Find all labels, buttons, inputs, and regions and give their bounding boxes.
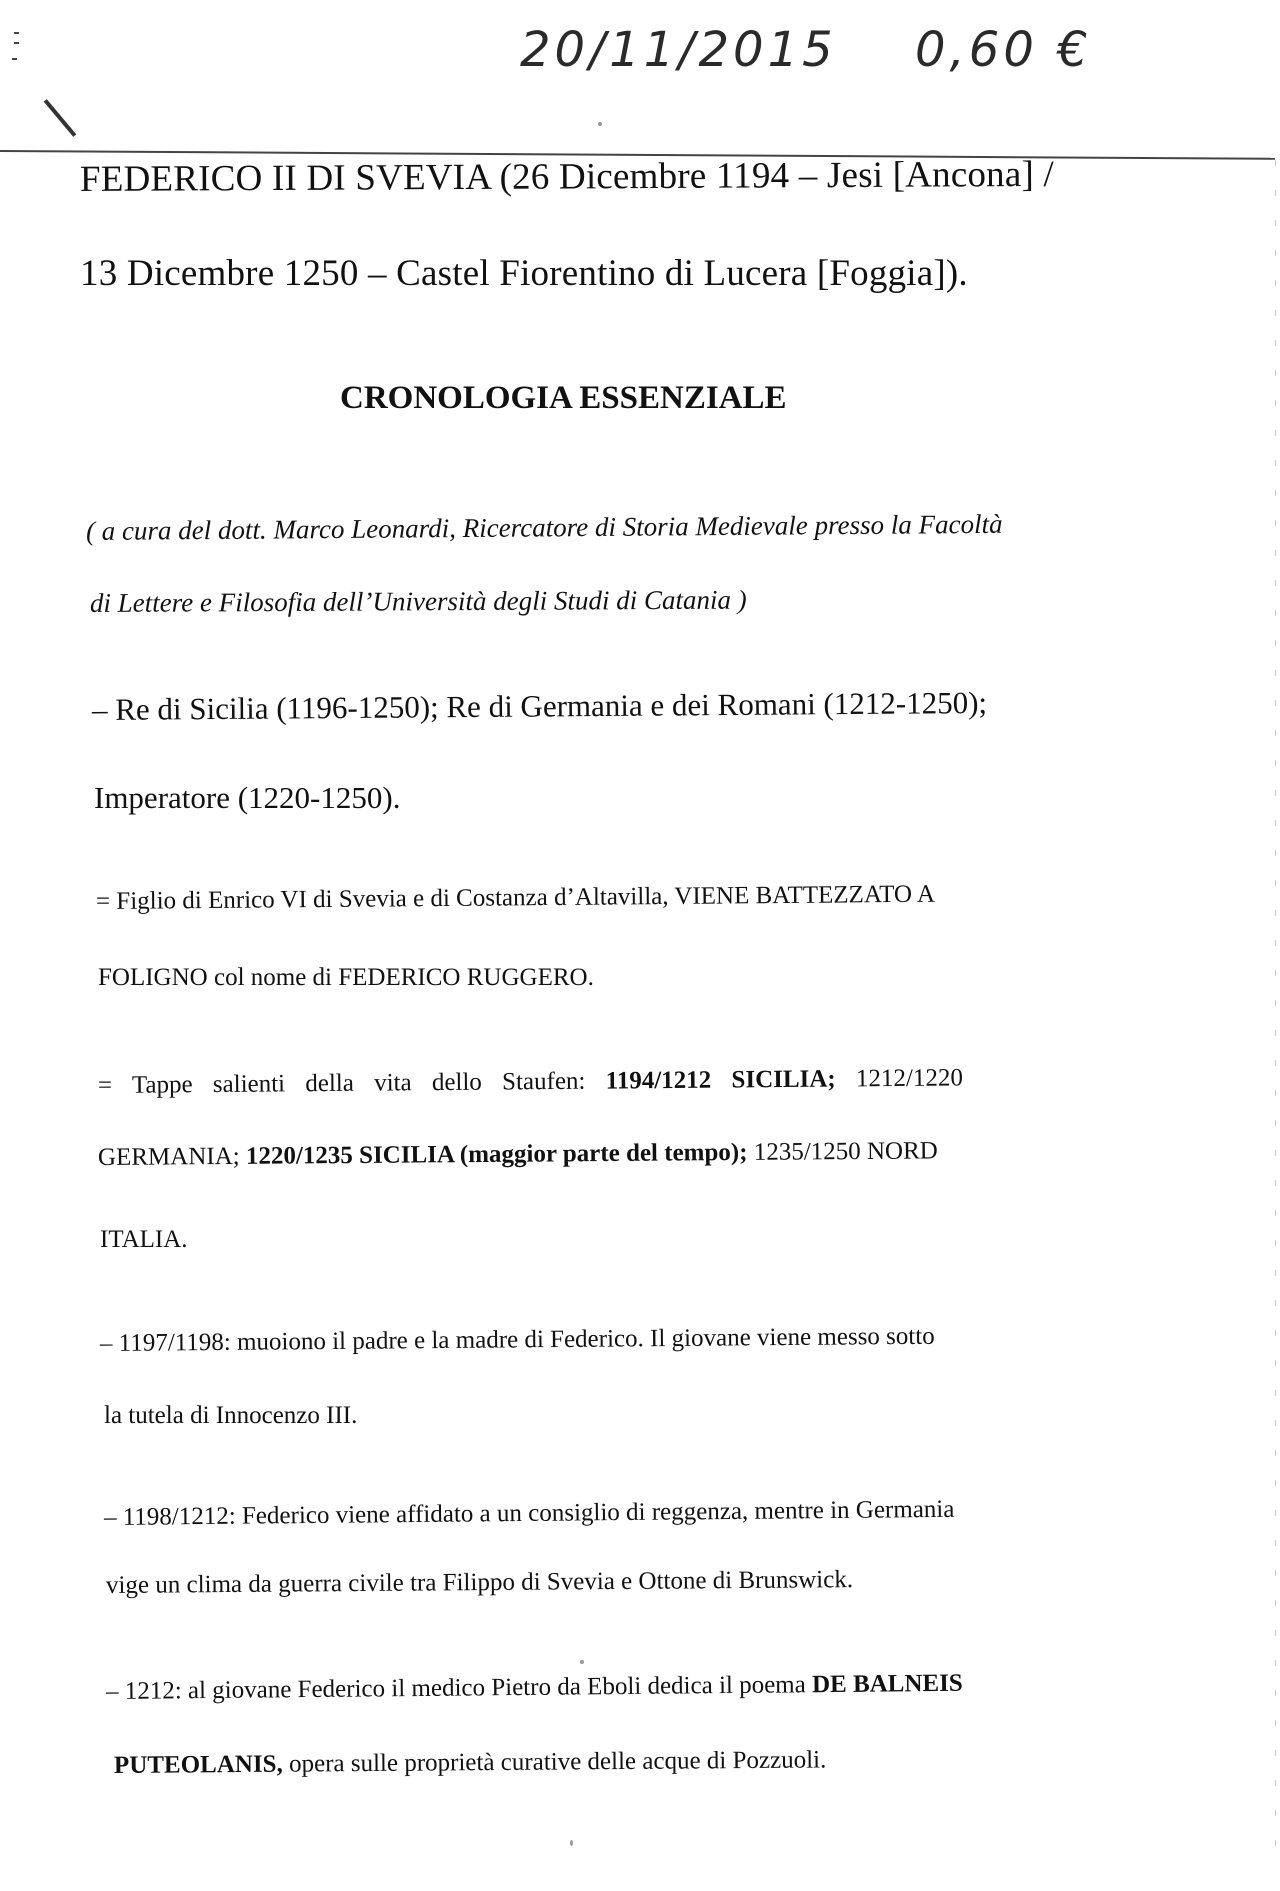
stages-bold-sicilia-2: 1220/1235 SICILIA (maggior parte del tempo);: [245, 1138, 748, 1170]
event-1212-line-1: [106, 1670, 963, 1706]
scan-speck: [570, 1840, 573, 1846]
stages-line-3: ITALIA.: [100, 1226, 188, 1253]
page-edge-shadow: [1275, 160, 1276, 1860]
scan-speck: [580, 1660, 584, 1664]
event-1198-line-2: vige un clima da guerra civile tra Filippo di Svevia e Ottone di Brunswick.: [105, 1566, 854, 1599]
son-line-2: FOLIGNO col nome di FEDERICO RUGGERO.: [98, 964, 594, 991]
poem-title-part-1: DE BALNEIS: [811, 1669, 963, 1699]
section-heading: CRONOLOGIA ESSENZIALE: [340, 380, 787, 416]
stages-line-2: [98, 1137, 938, 1172]
poem-title-part-2: PUTEOLANIS,: [113, 1750, 283, 1779]
credit-line-2: di Lettere e Filosofia dell’Università degli Studi di Catania ): [89, 584, 747, 618]
title-line-2: 13 Dicembre 1250 – Castel Fiorentino di Lucera [Foggia]).: [80, 253, 968, 294]
stages-bold-sicilia-1: 1194/1212 SICILIA;: [605, 1065, 836, 1095]
event-1197-line-1: – 1197/1198: muoiono il padre e la madre di Federico. Il giovane viene messo sotto: [99, 1322, 935, 1357]
handwritten-date: 20/11/2015: [520, 22, 837, 78]
event-1212-text: – 1212: al giovane Federico il medico Pietro da Eboli dedica il poema: [105, 1671, 813, 1705]
stages-text: = Tappe salienti della vita dello Staufen:: [97, 1067, 606, 1099]
event-1212-line-2: [114, 1746, 827, 1780]
stages-text-germany-years: 1212/1220: [835, 1064, 964, 1093]
title-line-1: FEDERICO II DI SVEVIA (26 Dicembre 1194 – Jesi [Ancona] /: [79, 153, 1055, 200]
credit-line-1: ( a cura del dott. Marco Leonardi, Ricercatore di Storia Medievale presso la Facoltà: [85, 508, 1003, 546]
margin-marks: [12, 28, 26, 68]
scan-speck: [598, 122, 602, 126]
stages-line-1: [98, 1064, 963, 1100]
titles-line-2: Imperatore (1220-1250).: [94, 780, 401, 815]
stages-text-germania: GERMANIA;: [97, 1142, 247, 1171]
pen-stroke: [44, 99, 77, 137]
event-1197-line-2: la tutela di Innocenzo III.: [104, 1402, 358, 1429]
titles-line-1: – Re di Sicilia (1196-1250); Re di Germania e dei Romani (1212-1250);: [91, 684, 988, 727]
stages-text-nord: 1235/1250 NORD: [747, 1137, 938, 1166]
handwritten-price: 0,60 €: [915, 22, 1092, 78]
event-1198-line-1: – 1198/1212: Federico viene affidato a un consiglio di reggenza, mentre in Germania: [103, 1495, 955, 1531]
event-1212-description: opera sulle proprietà curative delle acque di Pozzuoli.: [282, 1746, 827, 1778]
son-line-1: = Figlio di Enrico VI di Svevia e di Costanza d’Altavilla, VIENE BATTEZZATO A: [95, 880, 936, 915]
